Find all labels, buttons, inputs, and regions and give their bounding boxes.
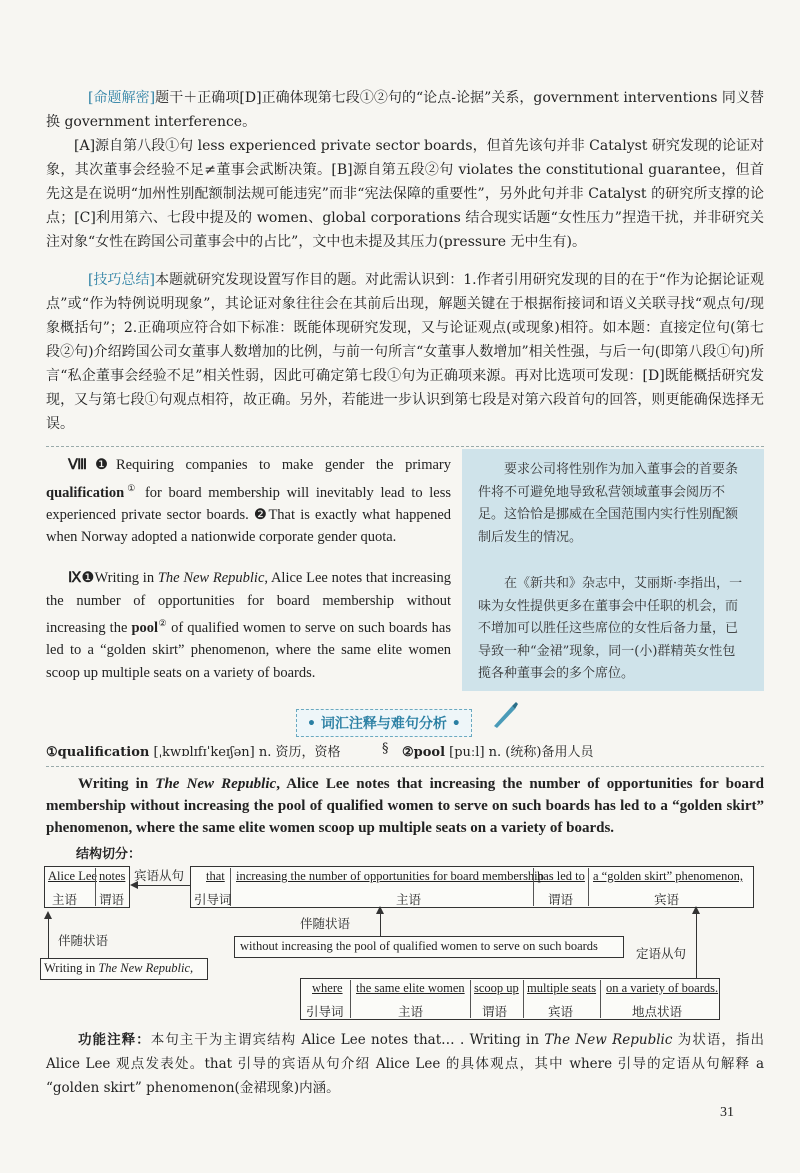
seg-where: where (312, 981, 343, 995)
function-note-b: 为状语，指出 Alice Lee 观点发表处。that 引导的宾语从句介绍 Alice Lee 的具体观点，其中 where 引导的定语从句解释 a “golden skirt” phenomenon(金裙现象)内涵。 (46, 1032, 764, 1096)
mingti-paragraph (46, 86, 764, 134)
vocab-item-2 (402, 741, 593, 760)
seg-alice-lee: Alice Lee (48, 869, 97, 883)
label-predicate-2: 谓语 (548, 892, 574, 907)
paragraph-9-number: Ⅸ (68, 570, 82, 586)
function-note-italic: The New Republic (544, 1032, 673, 1048)
translation-p9: 在《新共和》杂志中，艾丽斯·李指出，一味为女性提供更多在董事会中任职的机会，而不增加可以胜任这些席位的女性后备力量，已导致一种“金裙”现象，同一(小)群精英女性包揽各种董事会的多个席位。 (478, 576, 743, 681)
sentence-a: Writing in (78, 776, 156, 792)
p8-text-b: for board membership will inevitably lead to less experienced private sector boards. ❷That is exactly what happened when Norway adopted a nationwide corporate gender quota. (46, 484, 451, 546)
jiqiao-text: 本题就研究发现设置写作目的题。对此需认识到：1.作者引用研究发现的目的在于“作为论据论证观点”或“作为特例说明现象”，其论证对象往往会在其前后出现，解题关键在于根据衔接词和语义关联寻找“观点句/现象概括句”；2.正确项应符合如下标准：既能体现研究发现，又与论证观点(或现象)相符。如本题：直接定位句(第七段②句)介绍跨国公司女董事人数增加的比例，与前一句所言“女董事人数增加”相关性强，与后一句(即第八段①句)所言“私企董事会经验不足”相关性弱，因此可确定第七段①句为正确项来源。再对比选项可发现：[D]既能概括研究发现，又与第七段①句观点相符，故正确。另外，若能进一步认识到第七段是对第六段首句的回答，则更能确保选择无误。 (46, 272, 764, 432)
p9-italic: The New Republic (157, 570, 265, 586)
seg-variety: on a variety of boards. (606, 981, 719, 995)
label-subject-3: 主语 (398, 1004, 424, 1019)
seg-writing-italic: The New Republic, (98, 961, 194, 975)
footnote-1: ① (124, 482, 139, 493)
paragraph-8-number: Ⅷ (68, 457, 96, 473)
seg-notes: notes (99, 869, 126, 883)
label-predicate-3: 谓语 (482, 1004, 508, 1019)
paragraph-8 (46, 454, 451, 549)
seg-that: that (206, 869, 225, 883)
divider (46, 446, 764, 447)
mingti-tag: [命题解密] (88, 90, 156, 106)
vocab-2-rest: [puːl] n. (统称)备用人员 (445, 745, 594, 760)
seg-seats: multiple seats (527, 981, 597, 995)
label-accompanying-2: 伴随状语 (58, 933, 109, 948)
structure-label: 结构切分： (76, 847, 142, 862)
footnote-2: ② (158, 618, 168, 628)
vocab-banner-text: • 词汇注释与难句分析 • (307, 716, 461, 732)
vocab-banner (296, 709, 472, 737)
label-connective: 引导词 (194, 892, 232, 907)
section-mark-icon: § (382, 741, 389, 756)
sentence-b: , Alice Lee notes that increasing the number of opportunities for board membership without increasing the pool of qualified women to serve on such boards has led to a “golden skirt” phenomenon, where the same elite women scoop up multiple seats on a variety of boards. (46, 776, 765, 836)
wrong-items-paragraph (46, 134, 764, 254)
vocab-2-word: ②pool (402, 745, 446, 760)
label-object-3: 宾语 (548, 1004, 574, 1019)
seg-without: without increasing the pool of qualified women to serve on such boards (240, 939, 598, 953)
function-note-a: 本句主干为主谓宾结构 Alice Lee notes that… . Writing in (150, 1032, 545, 1048)
label-predicate: 谓语 (99, 892, 125, 907)
seg-subject-text: increasing the number of opportunities for board membership (236, 869, 544, 883)
sentence-italic: The New Republic (155, 776, 277, 792)
vocab-item-1 (46, 741, 341, 760)
label-accompanying: 伴随状语 (300, 916, 351, 931)
seg-golden-skirt: a “golden skirt” phenomenon, (593, 869, 743, 883)
vocab-word-pool: pool (131, 619, 159, 636)
label-attributive-clause: 定语从句 (636, 946, 687, 961)
label-connective-2: 引导词 (306, 1004, 344, 1019)
function-note (46, 1028, 764, 1100)
p8-text-a: ❶Requiring companies to make gender the primary (95, 457, 451, 473)
difficult-sentence (46, 773, 764, 839)
vocab-1-word: ①qualification (46, 745, 150, 760)
p9-text-a: ❶Writing in (81, 570, 158, 586)
pen-icon (490, 700, 518, 730)
jiqiao-paragraph (46, 268, 764, 436)
label-subject: 主语 (52, 892, 78, 907)
wrong-items-text: [A]源自第八段①句 less experienced private sector boards，但首先该句并非 Catalyst 研究发现的论证对象，其次董事会经验不足≠董事会武断决策。[B]源自第五段②句 violates the constitutional guarantee，但首先这是在说明“加州性别配额制法规可能违宪”而非“宪法保障的重要性”，另外此句并非 Catalyst 的研究所支撑的论点；[C]利用第六、七段中提及的 women、global corporations 结合现实话题“女性压力”捏造干扰，并非研究关注对象“女性在跨国公司董事会中的占比”，文中也未提及其压力(pressure 无中生有)。 (46, 138, 764, 250)
divider-2 (46, 766, 764, 767)
paragraph-9 (46, 567, 451, 684)
translation-p8: 要求公司将性别作为加入董事会的首要条件将不可避免地导致私营领域董事会阅历不足。这恰恰是挪威在全国范围内实行性别配额制后发生的情况。 (478, 462, 739, 545)
label-subject-2: 主语 (396, 892, 422, 907)
label-place-adverbial: 地点状语 (632, 1004, 683, 1019)
seg-elite: the same elite women (356, 981, 465, 995)
function-note-label: 功能注释： (78, 1032, 151, 1048)
seg-writing-in: Writing in (44, 961, 99, 975)
seg-scoop: scoop up (474, 981, 519, 995)
mingti-text: 题干＋正确项[D]正确体现第七段①②句的“论点-论据”关系，government interventions 同义替换 government interference。 (46, 90, 764, 130)
label-object-clause: 宾语从句 (134, 868, 185, 883)
label-object: 宾语 (654, 892, 680, 907)
vocab-1-rest: [ˌkwɒlɪfɪˈkeɪʃən] n. 资历，资格 (149, 745, 341, 760)
p9-text-b: , Alice Lee notes that increasing the number of opportunities for board membership without increasing the (46, 570, 451, 636)
translation-box (462, 449, 764, 691)
jiqiao-tag: [技巧总结] (88, 272, 155, 288)
p9-text-c: of qualified women to serve on such boards has led to a “golden skirt” phenomenon, where the same elite women scoop up multiple seats on a variety of boards. (46, 619, 451, 681)
vocab-word-qualification: qualification (46, 484, 125, 501)
page-number: 31 (720, 1105, 734, 1120)
seg-has-led: has led to (537, 869, 585, 883)
